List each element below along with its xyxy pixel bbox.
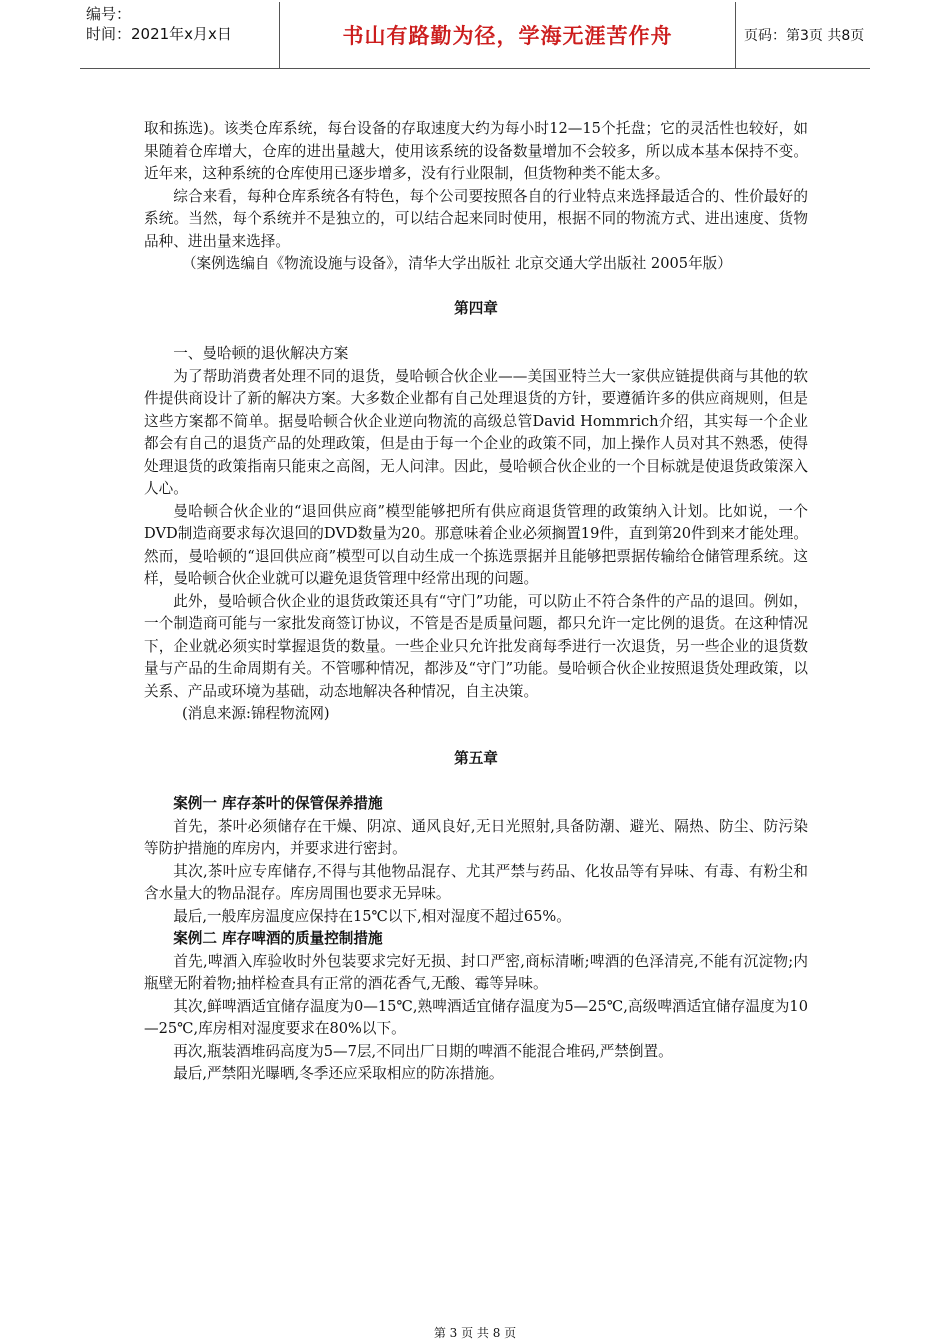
paragraph: 综合来看，每种仓库系统各有特色，每个公司要按照各自的行业特点来选择最适合的、性价最好的系统。当然，每个系统并不是独立的，可以结合起来同时使用，根据不同的物流方式、进出速度、货物品种、进出量来选择。 bbox=[144, 187, 808, 250]
paragraph: 曼哈顿合伙企业的“退回供应商”模型能够把所有供应商退货管理的政策纳入计划。比如说，一个DVD制造商要求每次退回的DVD数量为20。那意味着企业必须搁置19件，直到第20件到来才能处理。然而，曼哈顿的“退回供应商”模型可以自动生成一个拣选票据并且能够把票据传输给仓储管理系统。这样，曼哈顿合伙企业就可以避免退货管理中经常出现的问题。 bbox=[144, 502, 808, 587]
case-title: 案例二 库存啤酒的质量控制措施 bbox=[173, 930, 383, 947]
source-note: (消息来源:锦程物流网) bbox=[181, 705, 330, 722]
header-number-label: 编号： bbox=[86, 5, 132, 23]
header-motto: 书山有路勤为径，学海无涯苦作舟 bbox=[280, 2, 736, 68]
section-subtitle: 一、曼哈顿的退伙解决方案 bbox=[173, 345, 349, 362]
page-footer: 第 3 页 共 8 页 bbox=[433, 1326, 517, 1340]
citation: （案例选编自《物流设施与设备》，清华大学出版社 北京交通大学出版社 2005年版） bbox=[181, 255, 732, 272]
paragraph: 为了帮助消费者处理不同的退货，曼哈顿合伙企业——美国亚特兰大一家供应链提供商与其他的软件提供商设计了新的解决方案。大多数企业都有自己处理退货的方针，要遵循许多的供应商规则，但是这些方案都不简单。据曼哈顿合伙企业逆向物流的高级总管David Hommrich介绍，其实每一个企业都会有自己的退货产品的处理政策，但是由于每一个企业的政策不同，加上操作人员对其不熟悉，使得处理退货的政策指南只能束之高阁，无人问津。因此，曼哈顿合伙企业的一个目标就是使退货政策深入人心。 bbox=[144, 367, 808, 497]
paragraph: 此外，曼哈顿合伙企业的退货政策还具有“守门”功能，可以防止不符合条件的产品的退回。例如，一个制造商可能与一家批发商签订协议，不管是否是质量问题，都只允许一定比例的退货。在这种情况下，企业就必须实时掌握退货的数量。一些企业只允许批发商每季进行一次退货，另一些企业的退货数量与产品的生命周期有关。不管哪种情况，都涉及“守门”功能。曼哈顿合伙企业按照退货处理政策，以关系、产品或环境为基础，动态地解决各种情况，自主决策。 bbox=[144, 592, 808, 700]
chapter-title: 第四章 bbox=[454, 300, 498, 317]
chapter-title: 第五章 bbox=[454, 750, 498, 767]
paragraph: 首先，茶叶必须储存在干燥、阴凉、通风良好,无日光照射,具备防潮、避光、隔热、防尘、防污染等防护措施的库房内，并要求进行密封。 bbox=[144, 817, 808, 857]
header-meta bbox=[80, 2, 280, 68]
case-title: 案例一 库存茶叶的保管保养措施 bbox=[173, 795, 383, 812]
paragraph: 首先,啤酒入库验收时外包装要求完好无损、封口严密,商标清晰;啤酒的色泽清亮,不能有沉淀物;内瓶壁无附着物;抽样检查具有正常的酒花香气,无酸、霉等异味。 bbox=[144, 952, 808, 992]
paragraph: 其次,茶叶应专库储存,不得与其他物品混存、尤其严禁与药品、化妆品等有异味、有毒、有粉尘和含水量大的物品混存。库房周围也要求无异味。 bbox=[144, 862, 808, 902]
paragraph: 取和拣选)。该类仓库系统，每台设备的存取速度大约为每小时12—15个托盘；它的灵活性也较好，如果随着仓库增大，仓库的进出量越大，使用该系统的设备数量增加不会较多，所以成本基本保持不变。近年来，这种系统的仓库使用已逐步增多，没有行业限制，但货物种类不能太多。 bbox=[144, 120, 808, 182]
document-body bbox=[144, 118, 808, 1086]
header-time-label: 时间：2021年x月x日 bbox=[86, 25, 232, 43]
paragraph: 最后,严禁阳光曝晒,冬季还应采取相应的防冻措施。 bbox=[173, 1065, 504, 1082]
paragraph: 其次,鲜啤酒适宜储存温度为0—15℃,熟啤酒适宜储存温度为5—25℃,高级啤酒适宜储存温度为10—25℃,库房相对湿度要求在80%以下。 bbox=[144, 997, 808, 1037]
header-page-info: 页码：第3页 共8页 bbox=[744, 28, 865, 44]
page-header bbox=[80, 2, 870, 69]
paragraph: 再次,瓶装酒堆码高度为5—7层,不同出厂日期的啤酒不能混合堆码,严禁倒置。 bbox=[173, 1042, 673, 1060]
paragraph: 最后,一般库房温度应保持在15℃以下,相对湿度不超过65%。 bbox=[173, 907, 571, 925]
